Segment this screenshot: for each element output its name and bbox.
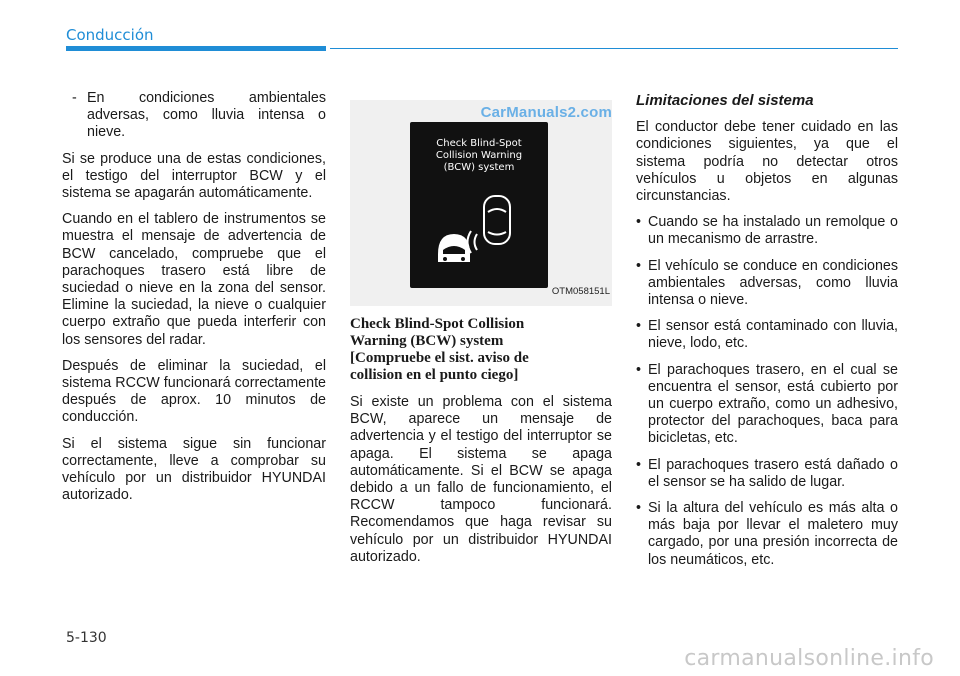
headlight-icon: [461, 257, 465, 261]
display-line: Collision Warning: [435, 150, 523, 161]
paragraph: Cuando en el tablero de instrumentos se muestra el mensaje de advertencia de BCW cancelado, compruebe que el parachoques trasero está libre de suciedad o nieve en la zona del sensor. Elimine la suciedad, la nieve o cualquier cuerpo extraño que pueda interferir con los sensores del radar.: [62, 211, 326, 348]
dash-item-text: En condiciones ambientales adversas, como lluvia intensa o nieve.: [87, 90, 326, 141]
subsection-heading: [350, 316, 612, 384]
bullet-marker: •: [636, 361, 642, 378]
bullet-text: El parachoques trasero está dañado o el sensor se ha salido de lugar.: [648, 456, 898, 490]
display-line: Check Blind-Spot: [436, 138, 522, 149]
bullet-marker: •: [636, 257, 642, 274]
radar-wave-icon: [475, 234, 478, 250]
heading-line: [Compruebe el sist. aviso de: [350, 350, 529, 366]
page-number: 5-130: [66, 630, 107, 646]
column-right: [636, 90, 898, 578]
heading-line: Warning (BCW) system: [350, 333, 504, 349]
bullet-item: [636, 258, 898, 310]
dash-list-item: [62, 90, 326, 142]
vehicles-radar-icon: [410, 122, 548, 288]
bullet-item: [636, 318, 898, 352]
paragraph: Si se produce una de estas condiciones, el testigo del interruptor BCW y el sistema se apagarán automáticamente.: [62, 150, 326, 202]
paragraph: Si existe un problema con el sistema BCW, aparece un mensaje de advertencia y el testigo del interruptor se apaga. El sistema se apaga automáticamente. Si el BCW se apaga debido a un fallo de funcionamiento, el RCCW tampoco funcionará. Recomendamos que haga revisar su vehículo por un distribuidor HYUNDAI autorizado.: [350, 394, 612, 565]
bullet-marker: •: [636, 318, 642, 335]
bullet-marker: •: [636, 456, 642, 473]
bullet-item: [636, 362, 898, 448]
bullet-marker: •: [636, 214, 642, 231]
bullet-marker: •: [636, 500, 642, 517]
own-car-windshield: [488, 209, 506, 212]
header-rule-thin: [330, 48, 898, 49]
headlight-icon: [443, 257, 447, 261]
column-middle: [350, 96, 612, 575]
own-car-icon: [484, 196, 510, 244]
column-left: [62, 90, 326, 513]
limitations-heading: Limitaciones del sistema: [636, 92, 814, 109]
figure-code: OTM058151L: [551, 285, 610, 297]
bullet-text: El vehículo se conduce en condiciones ambientales adversas, como lluvia intensa o nieve.: [648, 257, 898, 309]
bullet-item: [636, 500, 898, 569]
heading-line: collision en el punto ciego]: [350, 367, 519, 383]
bullet-text: El parachoques trasero, en el cual se encuentra el sensor, está cubierto por un cuerpo extraño, como un adhesivo, protector del parachoques, baca para bicicletas, etc.: [648, 361, 898, 447]
cluster-warning-illustration: [350, 100, 612, 306]
figure-watermark: CarManuals2.com: [480, 104, 612, 121]
paragraph: Después de eliminar la suciedad, el sistema RCCW funcionará correctamente después de aprox. 10 minutos de conducción.: [62, 357, 326, 426]
footer-watermark: carmanualsonline.info: [684, 646, 934, 671]
paragraph: Si el sistema sigue sin funcionar correctamente, lleve a comprobar su vehículo por un distribuidor HYUNDAI autorizado.: [62, 435, 326, 504]
bullet-item: [636, 457, 898, 491]
heading-line: Check Blind-Spot Collision: [350, 316, 525, 332]
own-car-rear-window: [488, 232, 506, 235]
bullet-text: Cuando se ha instalado un remolque o un mecanismo de arrastre.: [648, 214, 898, 248]
paragraph: El conductor debe tener cuidado en las condiciones siguientes, ya que el sistema podría no detectar otros vehículos u objetos en algunas circunstancias.: [636, 119, 898, 205]
section-title: Conducción: [66, 26, 154, 44]
bullet-item: [636, 214, 898, 248]
bullet-text: Si la altura del vehículo es más alta o más baja por llevar el maletero muy cargado, por una presión incorrecta de los neumáticos, etc.: [648, 500, 898, 568]
dash-marker: -: [72, 90, 77, 106]
display-line: (BCW) system: [443, 162, 515, 173]
header-rule-thick: [66, 46, 326, 51]
bullet-text: El sensor está contaminado con lluvia, nieve, lodo, etc.: [648, 318, 898, 352]
cluster-display: [410, 122, 548, 288]
